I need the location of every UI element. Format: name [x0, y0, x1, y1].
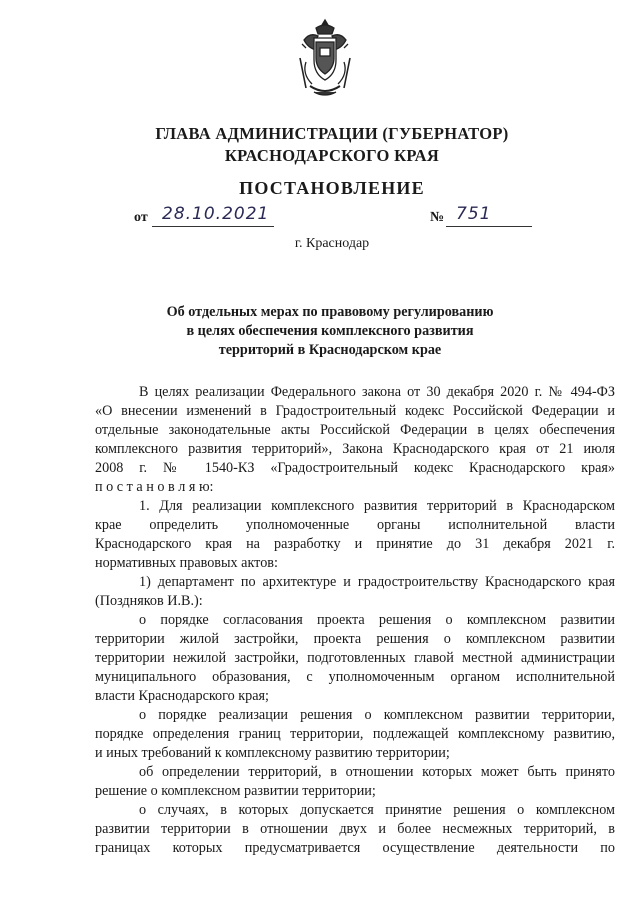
body-line: крае определить уполномоченные органы исполнительной власти [95, 517, 615, 533]
coat-of-arms-emblem [296, 18, 354, 100]
body-line: «О внесении изменений в Градостроительный кодекс Российской Федерации и [95, 403, 615, 419]
issuer-region: КРАСНОДАРСКОГО КРАЯ [224, 146, 440, 165]
body-line: решение о комплексном развитии территории; [95, 783, 376, 799]
body-line: об определении территорий, в отношении которых может быть принято [139, 764, 615, 780]
body-line: нормативных правовых актов: [95, 555, 278, 571]
body-line: 2008 г. № 1540-КЗ «Градостроительный кодекс Краснодарского края» [95, 460, 615, 476]
body-line: территории нежилой застройки, подготовленных главой местной администрации [95, 650, 615, 666]
body-line: о порядке согласования проекта решения о комплексном развитии [139, 612, 615, 628]
body-line: развитии территории в отношении двух и более несмежных территорий, в [95, 821, 615, 837]
body-line: (Поздняков И.В.): [95, 593, 203, 609]
document-subject [120, 303, 540, 360]
body-line: комплексного развития территорий», Закона Краснодарского края от 21 июля [95, 441, 615, 457]
body-line: 1) департамент по архитектуре и градостроительству Краснодарского края [139, 574, 615, 590]
body-line: Краснодарского края на разработку и принятие до 31 декабря 2021 г. [95, 536, 615, 552]
body-line: отдельные законодательные акты Российской Федерации в целях обеспечения [95, 422, 615, 438]
city: г. Краснодар [294, 236, 370, 251]
date-prefix: от [134, 210, 148, 225]
body-line-decree: п о с т а н о в л я ю: [95, 479, 214, 495]
subject-line: в целях обеспечения комплексного развития [186, 323, 474, 339]
number-underline [446, 226, 532, 227]
document-number: 751 [456, 204, 492, 224]
date-number-line [134, 206, 554, 230]
body-line: В целях реализации Федерального закона от 30 декабря 2020 г. № 494-ФЗ [139, 384, 615, 400]
document-type: ПОСТАНОВЛЕНИЕ [239, 178, 425, 198]
body-line: власти Краснодарского края; [95, 688, 269, 704]
body-line: и иных требований к комплексному развитию территории; [95, 745, 450, 761]
issuer-title: ГЛАВА АДМИНИСТРАЦИИ (ГУБЕРНАТОР) [155, 124, 509, 143]
body-line: территории жилой застройки, проекта решения о комплексном развитии [95, 631, 615, 647]
number-prefix: № [430, 210, 445, 225]
subject-line: Об отдельных мерах по правовому регулированию [166, 304, 494, 320]
body-line: порядке определения границ территории, подлежащей комплексному развитию, [95, 726, 615, 742]
document-body [95, 383, 615, 858]
subject-line: территорий в Краснодарском крае [218, 342, 442, 358]
date-underline [152, 226, 274, 227]
body-line: 1. Для реализации комплексного развития территорий в Краснодарском [139, 498, 615, 514]
body-line: о порядке реализации решения о комплексном развитии территории, [139, 707, 615, 723]
document-date: 28.10.2021 [162, 204, 270, 224]
body-line: границах которых предусматривается осуществление деятельности по [95, 840, 615, 856]
body-line: о случаях, в которых допускается принятие решения о комплексном [139, 802, 615, 818]
body-line: муниципального образования, с уполномоченным органом исполнительной [95, 669, 615, 685]
